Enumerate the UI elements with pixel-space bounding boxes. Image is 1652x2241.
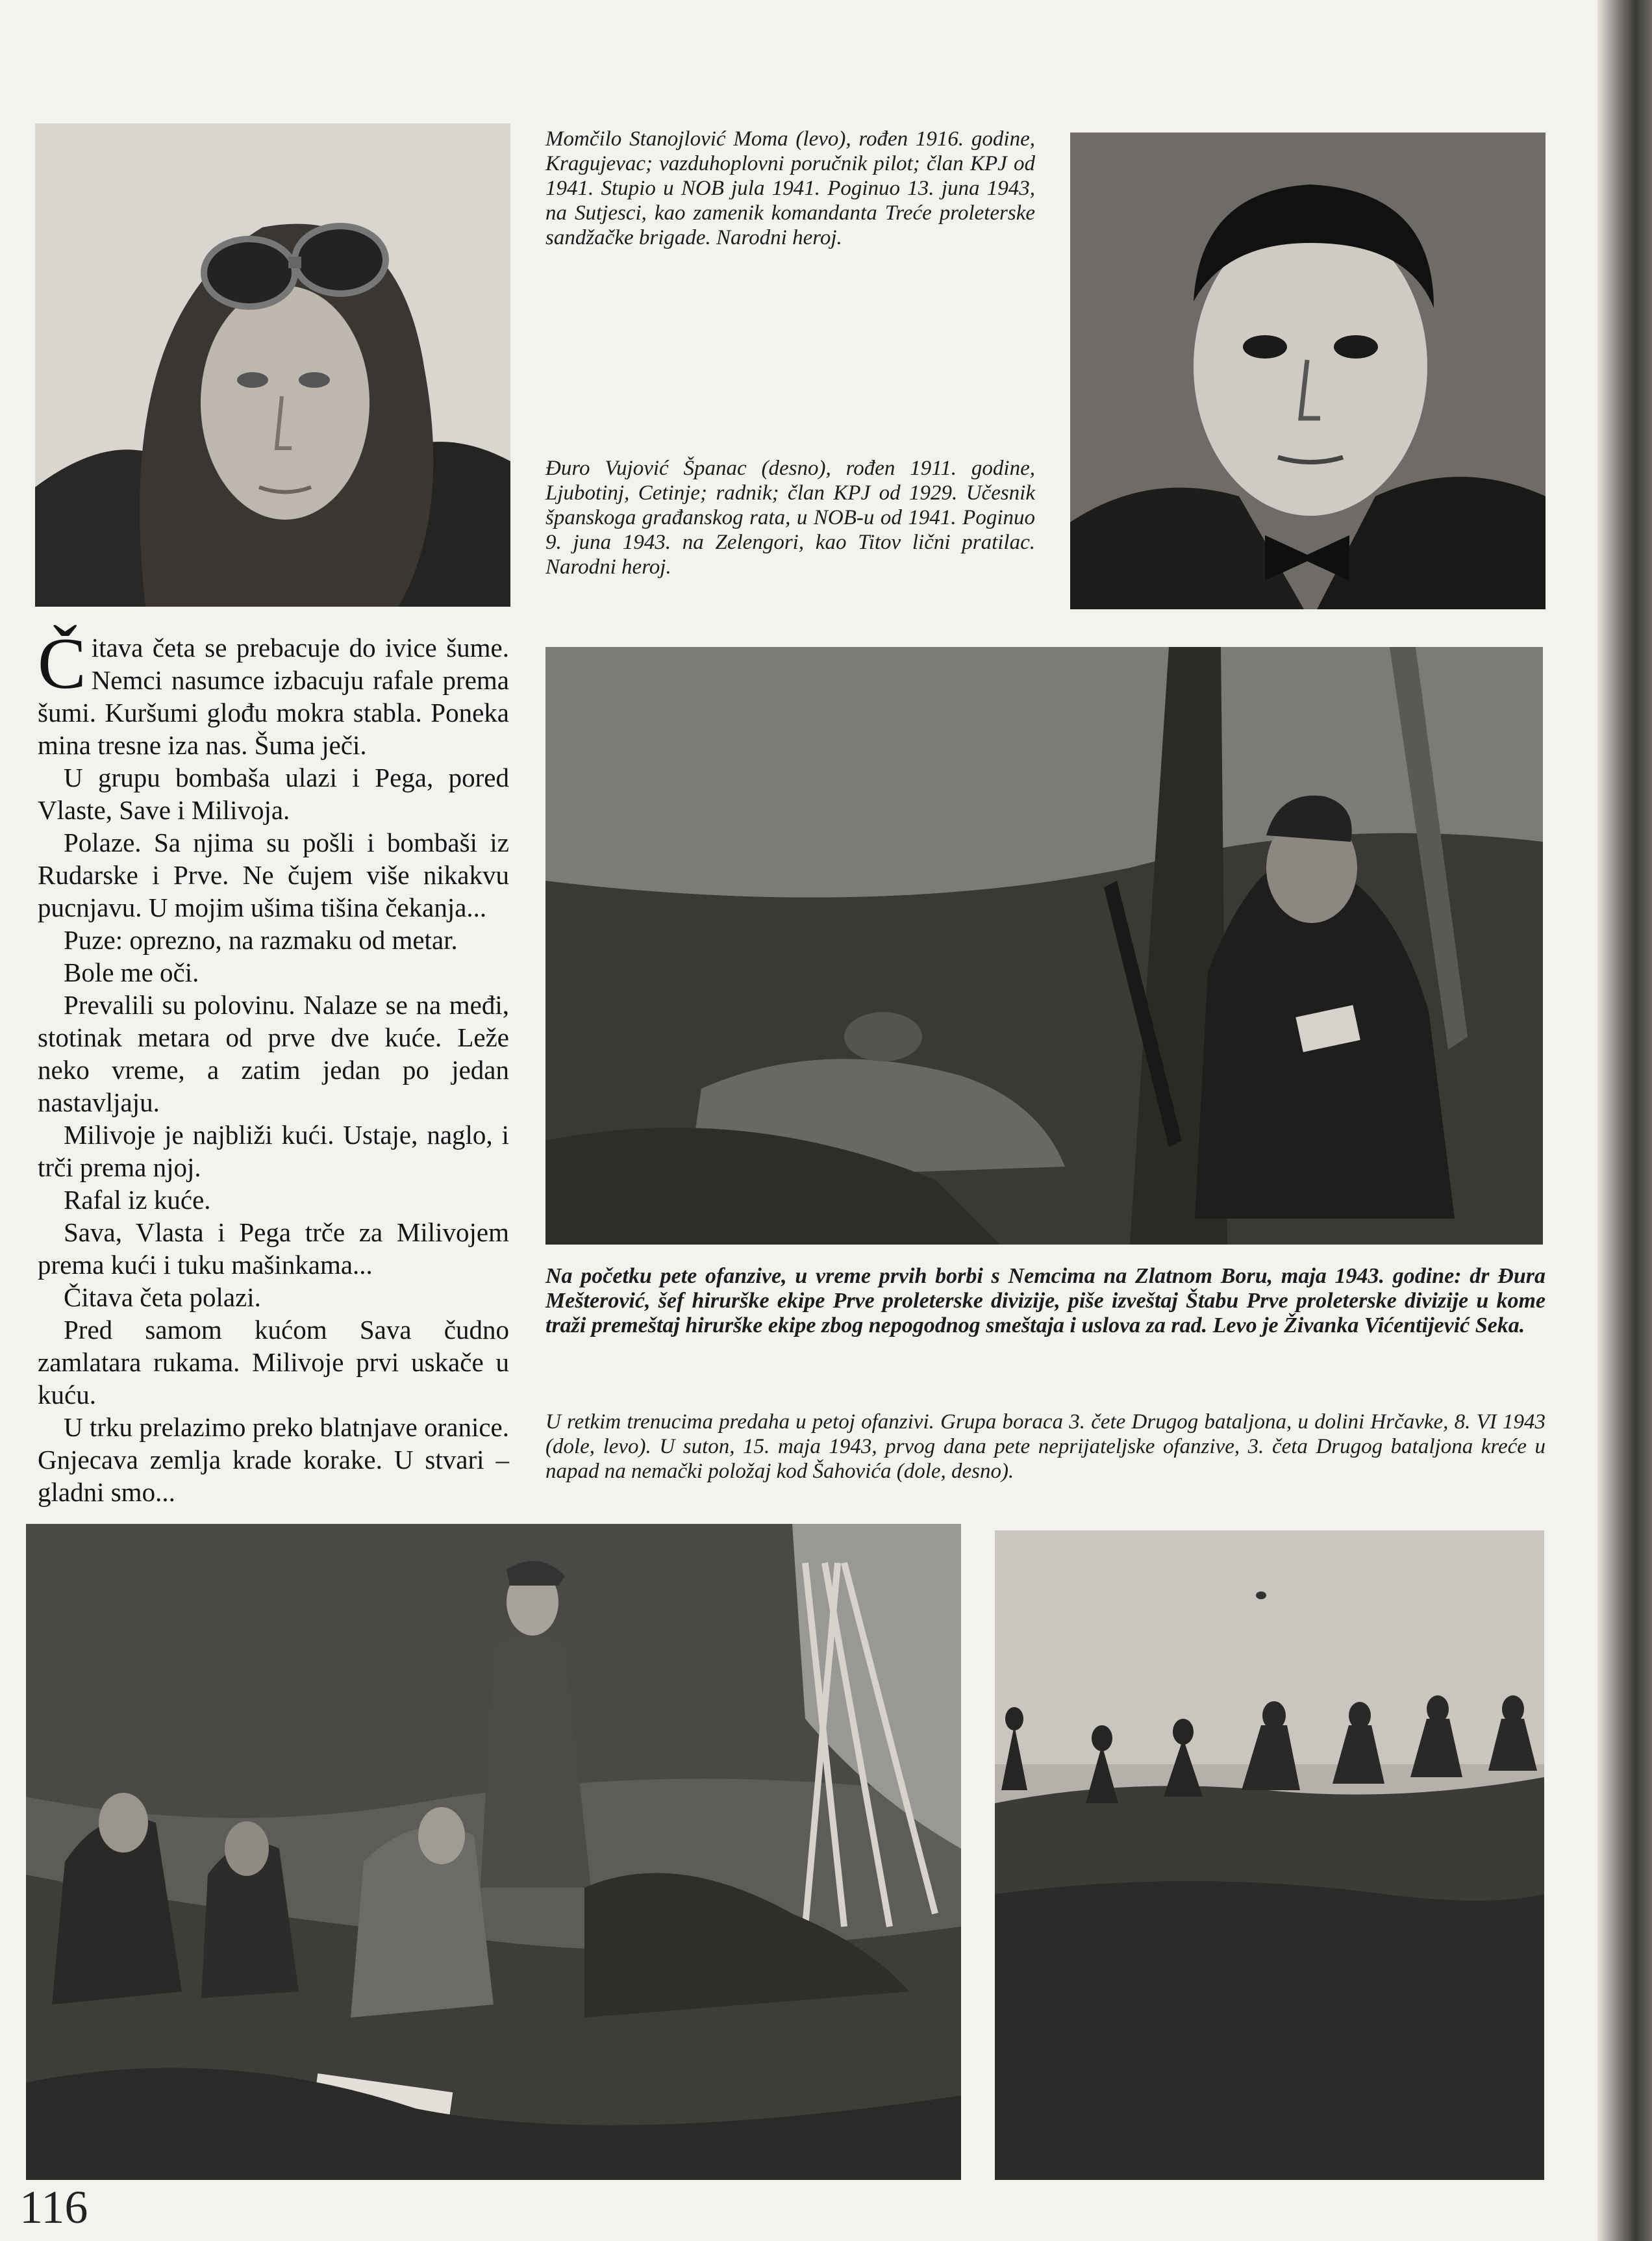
body-paragraph-5: Bole me oči. (64, 957, 199, 987)
book-binding-edge (1597, 0, 1652, 2241)
group-resting-photo (26, 1524, 961, 2180)
body-paragraph-11: Pred samom kućom Sava čudno zamlatara rukama. Milivoje prvi uskače u kuću. (38, 1315, 509, 1410)
page-number: 116 (19, 2181, 88, 2233)
body-paragraph-10: Čitava četa polazi. (64, 1282, 261, 1312)
doctor-writing-photo (545, 647, 1543, 1245)
pilot-portrait-image (35, 123, 510, 607)
body-paragraph-9: Sava, Vlasta i Pega trče za Milivojem prema kući i tuku mašinkama... (38, 1217, 509, 1280)
body-text-column (38, 624, 509, 1508)
caption-stanojlovic (545, 127, 1035, 250)
caption-retkim-text: U retkim trenucima predaha u petoj ofanzivi. Grupa boraca 3. čete Drugog bataljona, u dolini Hrčavke, 8. VI 1943 (dole, levo). U suton, 15. maja 1943, prvog dana pete neprijateljske ofanzive, 3. četa Drugog bataljona kreće u napad na nemački položaj kod Šahovića (dole, desno). (545, 1410, 1546, 1483)
body-paragraph-3: Polaze. Sa njima su pošli i bombaši iz Rudarske i Prve. Ne čujem više nikakvu pucnjavu. U mojim ušima tišina čekanja... (38, 828, 509, 922)
company-dusk-image (995, 1530, 1544, 2180)
caption-stanojlovic-text: Momčilo Stanojlović Moma (levo), rođen 1916. godine, Kragujevac; vazduhoplovni poručnik pilot; član KPJ od 1941. Stupio u NOB jula 1941. Poginuo 13. juna 1943, na Sutjesci, kao zamenik komandanta Treće proleterske sandžačke brigade. Narodni heroj. (545, 127, 1035, 249)
group-resting-image (26, 1524, 961, 2180)
caption-vujovic (545, 456, 1035, 579)
caption-retkim (545, 1410, 1546, 1484)
body-paragraph-1 (38, 624, 509, 761)
body-paragraph-12: U trku prelazimo preko blatnjave oranice. Gnjecava zemlja krade korake. U stvari – gladni smo... (38, 1412, 509, 1507)
doctor-writing-image (545, 647, 1543, 1245)
drop-cap: Č (38, 624, 86, 704)
caption-mesterovic (545, 1264, 1546, 1338)
body-paragraph-7: Milivoje je najbliži kući. Ustaje, naglo, i trči prema njoj. (38, 1120, 509, 1182)
pilot-portrait-photo (35, 123, 510, 607)
body-paragraph-6: Prevalili su polovinu. Nalaze se na međi, stotinak metara od prve dve kuće. Leže neko vreme, a zatim jedan po jedan nastavljaju. (38, 990, 509, 1117)
body-paragraph-1-text: itava četa se prebacuje do ivice šume. Nemci nasumce izbacuju rafale prema šumi. Kuršumi glođu mokra stabla. Poneka mina tresne iza nas. Šuma ječi. (38, 633, 509, 760)
body-paragraph-8: Rafal iz kuće. (64, 1185, 211, 1215)
vujovic-portrait-photo (1070, 133, 1546, 609)
caption-mesterovic-text: Na početku pete ofanzive, u vreme prvih borbi s Nemcima na Zlatnom Boru, maja 1943. godine: dr Đura Mešterović, šef hirurške ekipe Prve proleterske divizije, piše izveštaj Štabu Prve proleterske divizije u kome traži premeštaj hirurške ekipe zbog nepogodnog smeštaja i uslova za rad. Levo je Živanka Vićentijević Seka. (545, 1264, 1546, 1337)
body-paragraph-2: U grupu bombaša ulazi i Pega, pored Vlaste, Save i Milivoja. (38, 763, 509, 825)
caption-vujovic-text: Đuro Vujović Španac (desno), rođen 1911. godine, Ljubotinj, Cetinje; radnik; član KPJ od 1929. Učesnik španskoga građanskog rata, u NOB-u od 1941. Poginuo 9. juna 1943. na Zelengori, kao Titov lični pratilac. Narodni heroj. (545, 457, 1035, 579)
body-paragraph-4: Puze: oprezno, na razmaku od metar. (64, 925, 458, 955)
company-dusk-photo (995, 1530, 1544, 2180)
vujovic-portrait-image (1070, 133, 1546, 609)
